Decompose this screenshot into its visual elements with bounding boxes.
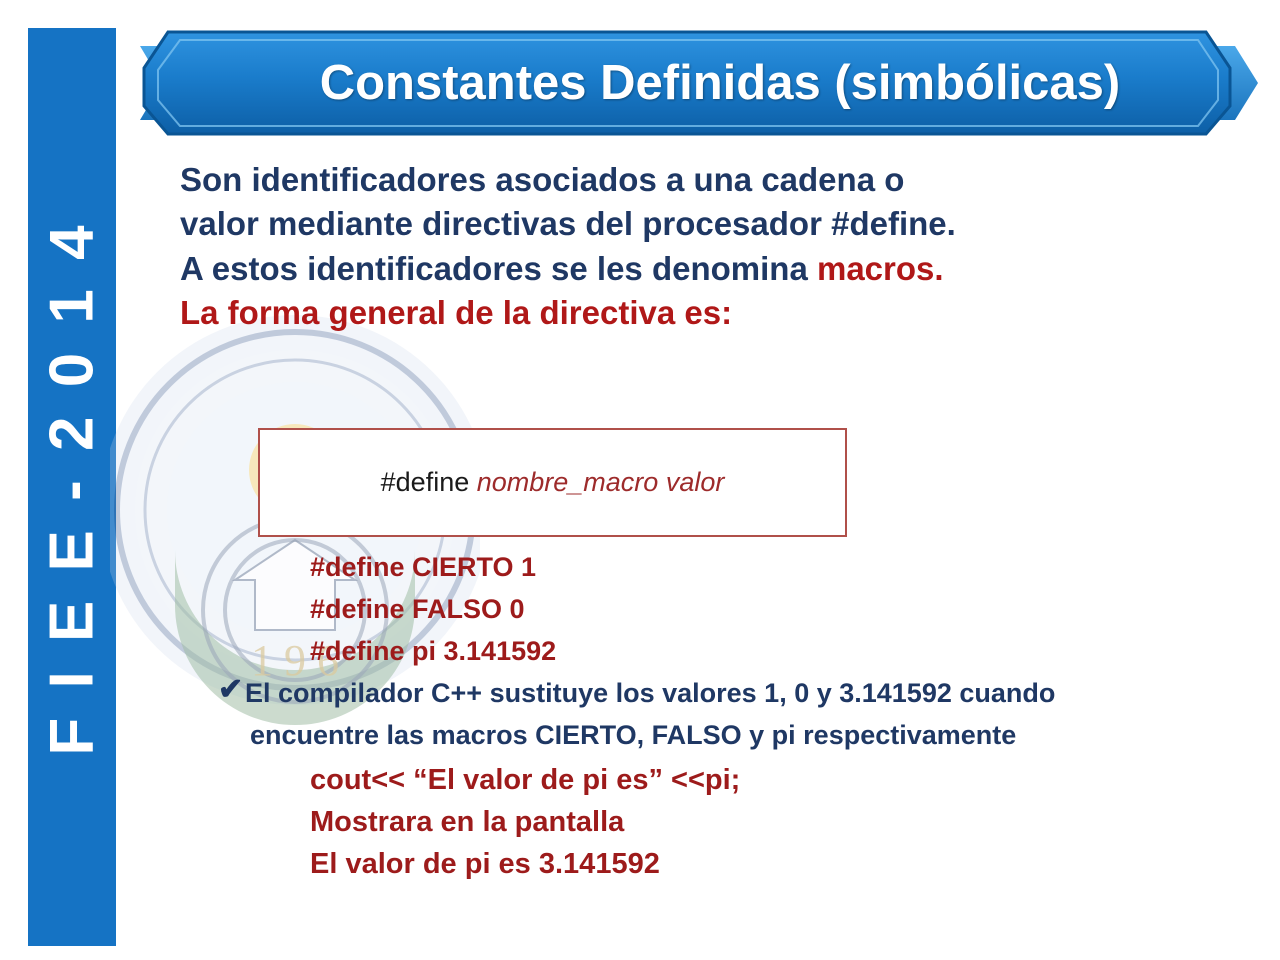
output-line-mostrara: Mostrara en la pantalla <box>310 806 625 838</box>
sidebar-banner <box>28 28 116 946</box>
title-banner <box>140 28 1258 138</box>
paragraph-line-3 <box>180 249 1260 289</box>
page-title: Constantes Definidas (simbólicas) <box>319 56 1121 110</box>
syntax-box <box>258 428 847 537</box>
paragraph-accent-macros: macros. <box>816 249 944 287</box>
output-line-cout: cout<< “El valor de pi es” <<pi; <box>310 764 741 796</box>
paragraph-line-2: valor mediante directivas del procesador #define. <box>180 205 956 243</box>
note-line-1: El compilador C++ sustituye los valores 1, 0 y 3.141592 cuando <box>245 678 1056 708</box>
paragraph-line-3-text: A estos identificadores se les denomina <box>180 249 817 287</box>
syntax-keyword: #define <box>380 467 477 497</box>
paragraph-line-1: Son identificadores asociados a una cadena o <box>180 161 905 198</box>
slide-content <box>140 160 1260 940</box>
check-icon: ✔ <box>218 673 244 706</box>
note-line-2: encuentre las macros CIERTO, FALSO y pi respectivamente <box>250 720 1017 750</box>
syntax-operands: nombre_macro valor <box>476 467 725 497</box>
code-line-define-falso: #define FALSO 0 <box>310 594 525 624</box>
output-line-result: El valor de pi es 3.141592 <box>310 848 660 880</box>
code-line-define-cierto: #define CIERTO 1 <box>310 552 537 582</box>
code-line-define-pi: #define pi 3.141592 <box>310 636 557 666</box>
svg-text:1 9 6: 1 9 6 <box>251 636 339 685</box>
paragraph-line-4: La forma general de la directiva es: <box>180 293 733 331</box>
syntax-text <box>381 467 725 498</box>
sidebar-label: F I E E - 2 0 1 4 <box>37 218 107 756</box>
